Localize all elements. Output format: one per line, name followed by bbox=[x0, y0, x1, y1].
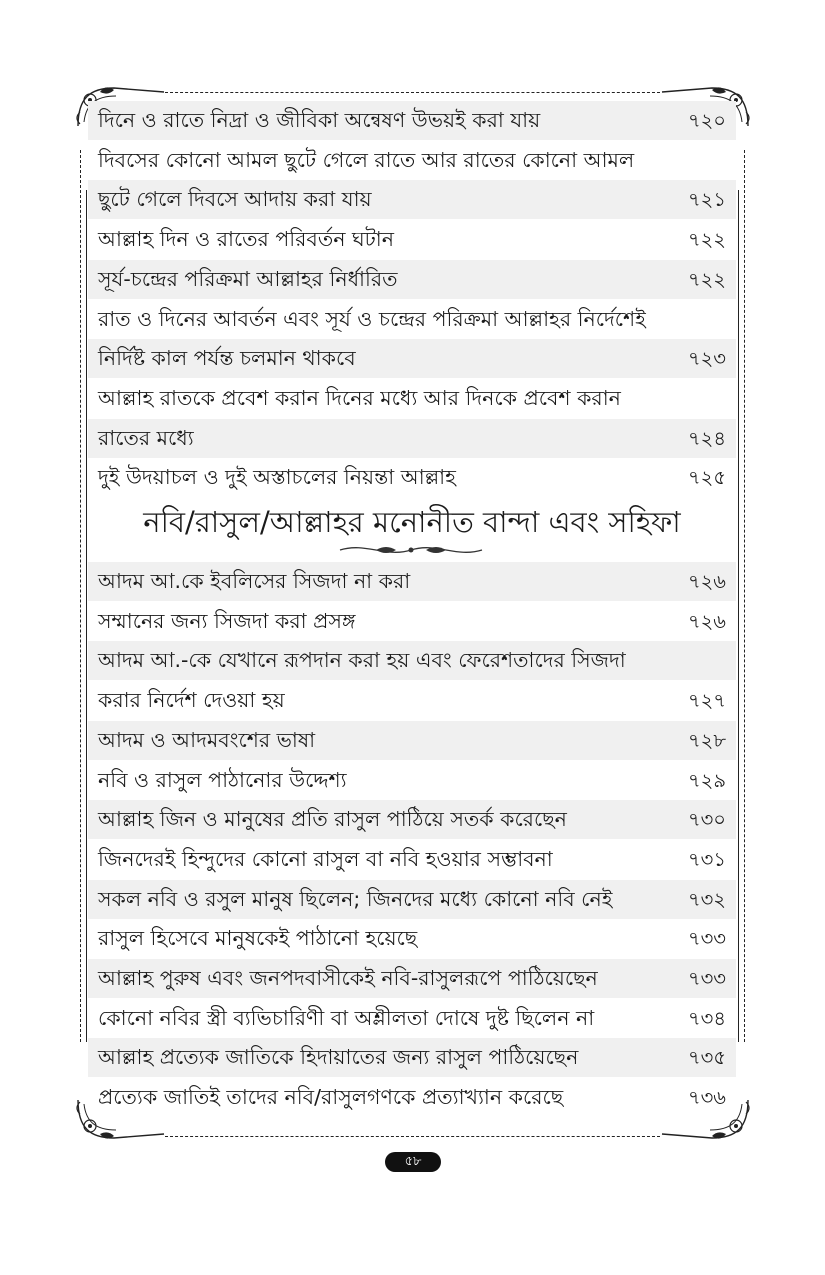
toc-entry bbox=[88, 1078, 736, 1117]
toc-entry bbox=[88, 379, 736, 418]
toc-entry-title: আদম ও আদমবংশের ভাষা bbox=[98, 727, 316, 752]
toc-entry-page: ৭৩৬ bbox=[687, 1086, 726, 1110]
toc-entry bbox=[88, 721, 736, 760]
frame-right-rule bbox=[738, 190, 739, 1042]
frame-top-border bbox=[165, 92, 660, 93]
toc-entry-title: আল্লাহ পুরুষ এবং জনপদবাসীকেই নবি-রাসুলরূপে পাঠিয়েছেন bbox=[98, 966, 598, 990]
toc-entry-title: সূর্য-চন্দ্রের পরিক্রমা আল্লাহর নির্ধারিত bbox=[98, 266, 398, 291]
toc-entry-title: নির্দিষ্ট কাল পর্যন্ত চলমান থাকবে bbox=[98, 346, 356, 371]
toc-entry-page: ৭২৩ bbox=[687, 347, 726, 371]
toc-entry-title: দিনে ও রাতে নিদ্রা ও জীবিকা অন্বেষণ উভয়ই করা যায় bbox=[98, 108, 541, 132]
toc-entry-page: ৭২০ bbox=[687, 109, 726, 132]
toc-entry-page: ৭২৮ bbox=[687, 728, 726, 752]
toc-entry bbox=[88, 419, 736, 458]
toc-entry-title: আদম আ.কে ইবলিসের সিজদা না করা bbox=[98, 569, 411, 593]
toc-entry bbox=[88, 180, 736, 219]
toc-entry-title: জিনদেরই হিন্দুদের কোনো রাসুল বা নবি হওয়ার সম্ভাবনা bbox=[98, 846, 553, 871]
frame-right-border bbox=[744, 150, 745, 1042]
toc-entry bbox=[88, 300, 736, 339]
divider-flourish-icon bbox=[336, 542, 486, 558]
frame-left-border bbox=[80, 150, 81, 1042]
toc-entry bbox=[88, 919, 736, 958]
toc-entry bbox=[88, 101, 736, 140]
toc-entry-title: নবি ও রাসুল পাঠানোর উদ্দেশ্য bbox=[98, 767, 347, 792]
toc-entry-title: আল্লাহ রাতকে প্রবেশ করান দিনের মধ্যে আর দিনকে প্রবেশ করান bbox=[98, 385, 621, 410]
toc-entry-title: রাতের মধ্যে bbox=[98, 425, 194, 450]
toc-entry bbox=[88, 458, 736, 497]
toc-entry-title: আল্লাহ জিন ও মানুষের প্রতি রাসুল পাঠিয়ে সতর্ক করেছেন bbox=[98, 807, 567, 832]
toc-entry-title: কোনো নবির স্ত্রী ব্যভিচারিণী বা অশ্লীলতা দোষে দুষ্ট ছিলেন না bbox=[98, 1005, 595, 1030]
toc-entry-page: ৭২২ bbox=[687, 228, 726, 252]
toc-entry-page: ৭৩৫ bbox=[687, 1046, 726, 1070]
toc-entry-page: ৭২৯ bbox=[687, 768, 726, 792]
toc-entry-page: ৭৩৪ bbox=[687, 1006, 726, 1030]
toc-entry bbox=[88, 220, 736, 259]
frame-left-rule bbox=[86, 190, 87, 1042]
toc-entry-title: আদম আ.-কে যেখানে রূপদান করা হয় এবং ফেরেশতাদের সিজদা bbox=[98, 648, 626, 673]
toc-entry-title: দুই উদয়াচল ও দুই অস্তাচলের নিয়ন্তা আল্লাহ bbox=[98, 465, 456, 490]
toc-entry bbox=[88, 602, 736, 641]
toc-entry bbox=[88, 761, 736, 800]
page-number-badge: ৫৮ bbox=[385, 1152, 441, 1172]
toc-entry-page: ৭২২ bbox=[687, 267, 726, 291]
toc-entry bbox=[88, 641, 736, 680]
toc-entry-page: ৭২৫ bbox=[687, 466, 726, 490]
toc-entry-title: ছুটে গেলে দিবসে আদায় করা যায় bbox=[98, 187, 372, 212]
toc-entry-page: ৭২১ bbox=[687, 188, 726, 212]
toc-entry-title: সকল নবি ও রসুল মানুষ ছিলেন; জিনদের মধ্যে কোনো নবি নেই bbox=[98, 886, 613, 911]
toc-entry bbox=[88, 880, 736, 919]
toc-entry-page: ৭২৬ bbox=[687, 570, 726, 593]
toc-entry bbox=[88, 562, 736, 601]
toc-entry bbox=[88, 339, 736, 378]
toc-entry bbox=[88, 999, 736, 1038]
toc-entry bbox=[88, 959, 736, 998]
toc-entry-page: ৭২৭ bbox=[687, 689, 726, 713]
toc-entry bbox=[88, 840, 736, 879]
toc-entry-title: রাত ও দিনের আবর্তন এবং সূর্য ও চন্দ্রের পরিক্রমা আল্লাহর নির্দেশেই bbox=[98, 306, 646, 331]
toc-entry-title: সম্মানের জন্য সিজদা করা প্রসঙ্গ bbox=[98, 608, 356, 633]
toc-entry bbox=[88, 681, 736, 720]
toc-entry-title: করার নির্দেশ দেওয়া হয় bbox=[98, 688, 285, 713]
toc-entry bbox=[88, 141, 736, 180]
toc-entry-title: প্রত্যেক জাতিই তাদের নবি/রাসুলগণকে প্রত্যাখ্যান করেছে bbox=[98, 1085, 564, 1110]
section-heading: নবি/রাসুল/আল্লাহর মনোনীত বান্দা এবং সহিফা bbox=[143, 505, 681, 539]
toc-entry-page: ৭৩৩ bbox=[687, 967, 726, 990]
toc-entry bbox=[88, 800, 736, 839]
toc-entry-page: ৭৩১ bbox=[687, 847, 726, 871]
toc-entry bbox=[88, 260, 736, 299]
frame-bottom-border bbox=[165, 1136, 660, 1137]
toc-entry-title: আল্লাহ প্রত্যেক জাতিকে হিদায়াতের জন্য রাসুল পাঠিয়েছেন bbox=[98, 1045, 579, 1070]
toc-entry bbox=[88, 1038, 736, 1077]
toc-entry-title: দিবসের কোনো আমল ছুটে গেলে রাতে আর রাতের কোনো আমল bbox=[98, 147, 635, 172]
toc-entry-title: আল্লাহ দিন ও রাতের পরিবর্তন ঘটান bbox=[98, 227, 394, 252]
toc-entry-page: ৭৩০ bbox=[687, 808, 726, 832]
toc-entry-page: ৭২৬ bbox=[687, 609, 726, 633]
toc-entry-page: ৭৩৩ bbox=[687, 927, 726, 951]
toc-entry-page: ৭২৪ bbox=[687, 426, 726, 450]
toc-entry-page: ৭৩২ bbox=[687, 887, 726, 911]
toc-entry-title: রাসুল হিসেবে মানুষকেই পাঠানো হয়েছে bbox=[98, 926, 418, 951]
